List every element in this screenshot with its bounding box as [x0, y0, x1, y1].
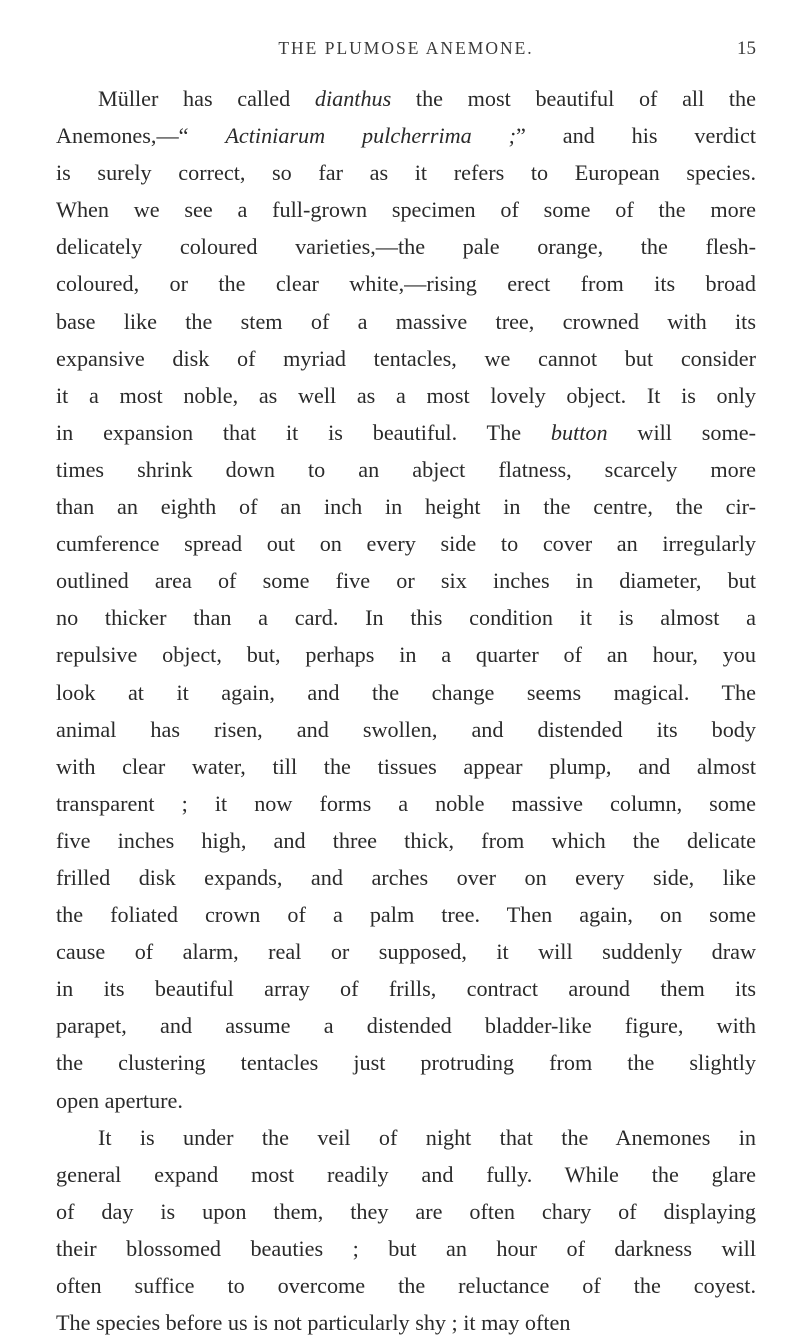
text-line [56, 1304, 756, 1341]
text-line [56, 970, 756, 1007]
text-run: general expand most readily and fully. While the glare [56, 1161, 756, 1187]
text-line [56, 1193, 756, 1230]
text-line [56, 748, 756, 785]
paragraph [56, 80, 756, 1119]
text-line [56, 636, 756, 673]
text-run: cumference spread out on every side to cover an irregularly [56, 531, 756, 557]
text-line [56, 822, 756, 859]
text-run: It is under the veil of night that the Anemones in [98, 1124, 756, 1150]
text-line [56, 265, 756, 302]
italic-text: dianthus [314, 86, 392, 111]
text-line [56, 1156, 756, 1193]
body-text [56, 80, 756, 1341]
text-line [56, 896, 756, 933]
text-run: it a most noble, as well as a most lovely object. It is only [56, 382, 756, 408]
text-run: base like the stem of a massive tree, crowned with its [56, 308, 756, 334]
text-line [56, 228, 756, 265]
text-run: their blossomed beauties ; but an hour of darkness will [56, 1235, 756, 1261]
text-run: the most beautiful of all the [391, 86, 756, 111]
text-line [56, 340, 756, 377]
text-run: repulsive object, but, perhaps in a quarter of an hour, you [56, 642, 756, 668]
text-run: the foliated crown of a palm tree. Then again, on some [56, 902, 756, 928]
text-line [56, 1119, 756, 1156]
text-run: in expansion that it is beautiful. The [56, 419, 551, 445]
text-run: ” and his verdict [516, 123, 756, 149]
text-run: Anemones,—“ [56, 123, 226, 149]
text-line [56, 859, 756, 896]
text-run: will some- [607, 419, 756, 445]
text-run: transparent ; it now forms a noble massive column, some [56, 790, 756, 816]
text-run: than an eighth of an inch in height in the centre, the cir- [56, 494, 756, 520]
text-run: times shrink down to an abject flatness, scarcely more [56, 456, 756, 482]
text-run: expansive disk of myriad tentacles, we cannot but consider [56, 345, 756, 371]
text-run: with clear water, till the tissues appear plump, and almost [56, 753, 756, 779]
text-line [56, 488, 756, 525]
text-line [56, 711, 756, 748]
text-line [56, 191, 756, 228]
text-line [56, 562, 756, 599]
text-run: often suffice to overcome the reluctance of the coyest. [56, 1273, 756, 1298]
running-title: THE PLUMOSE ANEMONE. [278, 38, 534, 58]
text-line [56, 1267, 756, 1304]
running-head [56, 38, 756, 68]
text-run: open aperture. [56, 1087, 183, 1113]
italic-text: button [550, 419, 608, 445]
text-run: five inches high, and three thick, from which the delicate [56, 827, 756, 853]
text-line [56, 1082, 756, 1119]
text-run: of day is upon them, they are often chary of displaying [56, 1198, 756, 1224]
text-line [56, 117, 756, 154]
text-line [56, 674, 756, 711]
text-line [56, 80, 756, 117]
text-line [56, 525, 756, 562]
text-line [56, 599, 756, 636]
text-run: coloured, or the clear white,—rising erect from its broad [56, 271, 756, 297]
text-line [56, 933, 756, 970]
text-line [56, 451, 756, 488]
text-line [56, 303, 756, 340]
text-run: the clustering tentacles just protruding from the slightly [56, 1050, 756, 1076]
text-run: frilled disk expands, and arches over on every side, like [56, 864, 756, 890]
text-run: no thicker than a card. In this condition it is almost a [56, 605, 756, 631]
book-page [56, 0, 756, 1336]
text-run: When we see a full-grown specimen of some of the more [56, 197, 756, 223]
text-line [56, 1230, 756, 1267]
text-line [56, 1007, 756, 1044]
text-run: parapet, and assume a distended bladder-like figure, with [56, 1013, 756, 1039]
text-line [56, 377, 756, 414]
text-line [56, 414, 756, 451]
text-run: in its beautiful array of frills, contract around them its [56, 976, 756, 1002]
text-run: delicately coloured varieties,—the pale orange, the flesh- [56, 234, 756, 260]
paragraph [56, 1119, 756, 1341]
page-number: 15 [737, 38, 756, 59]
text-run: outlined area of some five or six inches in diameter, but [56, 568, 756, 594]
text-run: cause of alarm, real or supposed, it will suddenly draw [56, 939, 756, 965]
text-run: look at it again, and the change seems magical. The [56, 679, 756, 705]
text-run: is surely correct, so far as it refers to European species. [56, 160, 756, 186]
text-run: The species before us is not particularly shy ; it may often [56, 1310, 571, 1336]
italic-text: Actiniarum pulcherrima ; [225, 123, 516, 149]
text-run: animal has risen, and swollen, and distended its body [56, 716, 756, 742]
text-line [56, 785, 756, 822]
text-line [56, 1044, 756, 1081]
text-line [56, 154, 756, 191]
text-run: Müller has called [98, 86, 315, 111]
